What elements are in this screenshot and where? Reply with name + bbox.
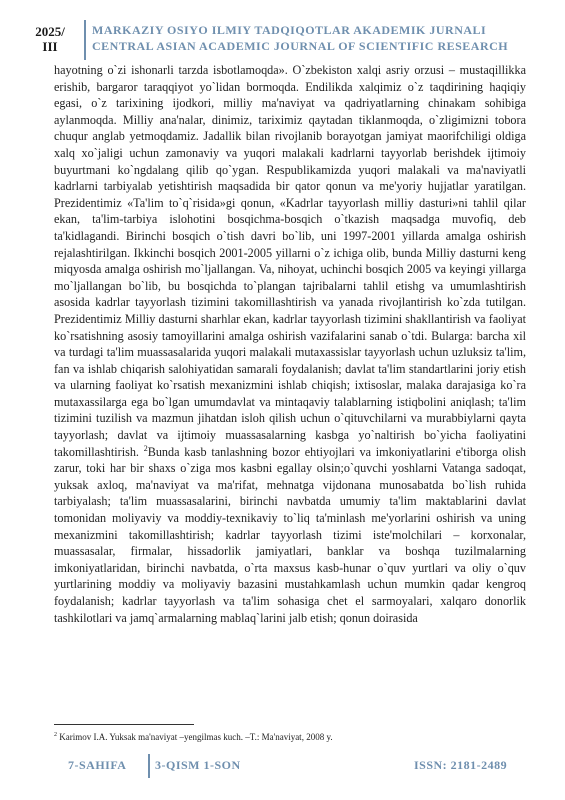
footnote [54,730,526,743]
footnote-divider [54,724,194,725]
footnote-reference[interactable]: 2 [143,443,148,453]
issue-volume: III [42,39,58,54]
journal-title-en: CENTRAL ASIAN ACADEMIC JOURNAL OF SCIENTIFIC RESEARCH [92,39,509,53]
page-footer [0,752,565,782]
issue-year-volume [22,24,78,54]
journal-title-block [92,22,552,54]
page-header [22,18,542,58]
footer-divider [148,754,150,778]
body-paragraph-part1: hayotning o`zi ishonarli tarzda isbotlamoqda». O`zbekiston xalqi asriy orzusi – mustaqillikka erishib, bargaror taraqqiyot yo`lidan bormoqda. Endilikda xalqimiz o`z taqdirining haqiqiy egasi, o`z tarixining ijodkori, milliy ma'naviyat va qadriyatlarning chinakam sohibiga aylanmoqda. Milliy ana'nalar, dinimiz, tariximiz qaytadan tiklanmoqda, o`zligimizni tobora chuqur anglab yetmoqdamiz. Jadallik bilan rivojlanib borayotgan jamiyat maorifchiligi oldiga xalq xo`jaligi uchun zamonaviy va yuqori malakali kadrlarni tayyorlab berishdek ijtimoiy buyurtmani ko`ngdalang qilib qo`ygan. Respublikamizda yuqori malakali va ma'naviyatli kadrlarni tarbiyalab yetishtirish maqsadida bir qator qonun va me'yoriy hujjatlar yaratilgan. Prezidentimiz «Ta'lim to`q`risida»gi qonun, «Kadrlar tayyorlash milliy dasturi»ni tahlil qilar ekan, ta'lim-tarbiya islohotini bosqichma-bosqich o`tkazish maqsadga muvofiq, deb ta'kidlagandi. Birinchi bosqich o`tish davri bo`lib, uni 1997-2001 yillarda amalga oshirish rejalashtirilgan. Ikkinchi bosqich 2001-2005 yillarni o`z ichiga olib, bunda Milliy dasturni keng miqyosda amalga oshirish mo`ljallangan. Va, nihoyat, uchinchi bosqich 2005 va keyingi yillarga mo`ljallangan bo`lib, bu bosqichda to`plangan tajribalarni tahlil etishg va umumlashtirish asosida kadrlar tayyorlash tizimini takomillashtirish va yanada rivojlantirish ko`zda tutilgan. Prezidentimiz Milliy dasturni sharhlar ekan, kadrlar tayyorlash tizimini shakllantirish va faoliyat ko`rsatishning asosiy tamoyillarini amalga oshirish vazifalarini sanab o`tdi. Bularga: barcha xil va turdagi ta'lim muassasalarida yuqori malakali mutaxassislar tayyorlash uchun uzluksiz ta'lim, fan va ishlab chiqarish salohiyatidan samarali foydalanish; davlat ta'lim standartlarini joriy etish va ularning faoliyat ko`rsatish mexanizmini ishlab chiqish; ixtisoslar, malaka darajasiga ko`ra mutaxassilarga ega bo`lgan umumdavlat va mintaqaviy talablarning istiqbolini aniqlash; ta'lim tizimini tuzilish va mazmun jihatdan isloh qilish uchun o`qituvchilarni va murabbiylarni qayta tayyorlash; davlat va ijtimoiy muassasalarning kasbga yo`naltirish bo`yicha faoliyatini takomillashtirish. [54,63,526,459]
journal-title-uz: MARKAZIY OSIYO ILMIY TADQIQOTLAR AKADEMIK JURNALI [92,23,487,37]
body-paragraph-part2: Bunda kasb tanlashning bozor ehtiyojlari va imkoniyatlarini e'tiborga olish zarur, toki har bir shaxs o`ziga mos kasbni egallay olsin;o`quvchi yoshlarni Vatanga sadoqat, yuksak axloq, ma'naviyat va ma'rifat, mehnatga vijdonana munosabatda bo`lish ruhida tarbiyalash; ta'lim muassasalarini, birinchi navbatda umumiy ta'lim maktablarini davlat tomonidan moliyaviy va moddiy-texnikaviy to`liq ta'minlash me'yorlarini oshirish va uning mexanizmini takomillashtirish; kadrlar tayyorlash tizimi iste'molchilari – korxonalar, muassasalar, firmalar, hissadorlik jamiyatlari, banklar va boshqa tuzilmalarning imkoniyatlaridan, birinchi navbatda, o`rta maxsus kasb-hunar o`quv yurtlari va oliy o`quv yurtlarining moddiy va moliyaviy bazasini mustahkamlash uchun mumkin qadar kengroq foydalanish; kadrlar tayyorlash va ta'lim sohasiga chet el sarmoyalari, xalqaro donorlik tashkilotlari va jamq`armalarning mablaq`larini jalb etish; qonun doirasida [54,444,526,625]
footnote-text: Karimov I.A. Yuksak ma'naviyat –yengilmas kuch. –T.: Ma'naviyat, 2008 y. [59,732,333,742]
issn: ISSN: 2181-2489 [414,758,508,772]
header-divider [84,20,86,60]
issue-year: 2025/ [35,24,65,39]
footnote-number: 2 [54,732,57,738]
page-number: 7-SAHIFA [68,758,127,772]
issue-part: 3-QISM 1-SON [155,758,241,772]
article-body [54,62,526,626]
